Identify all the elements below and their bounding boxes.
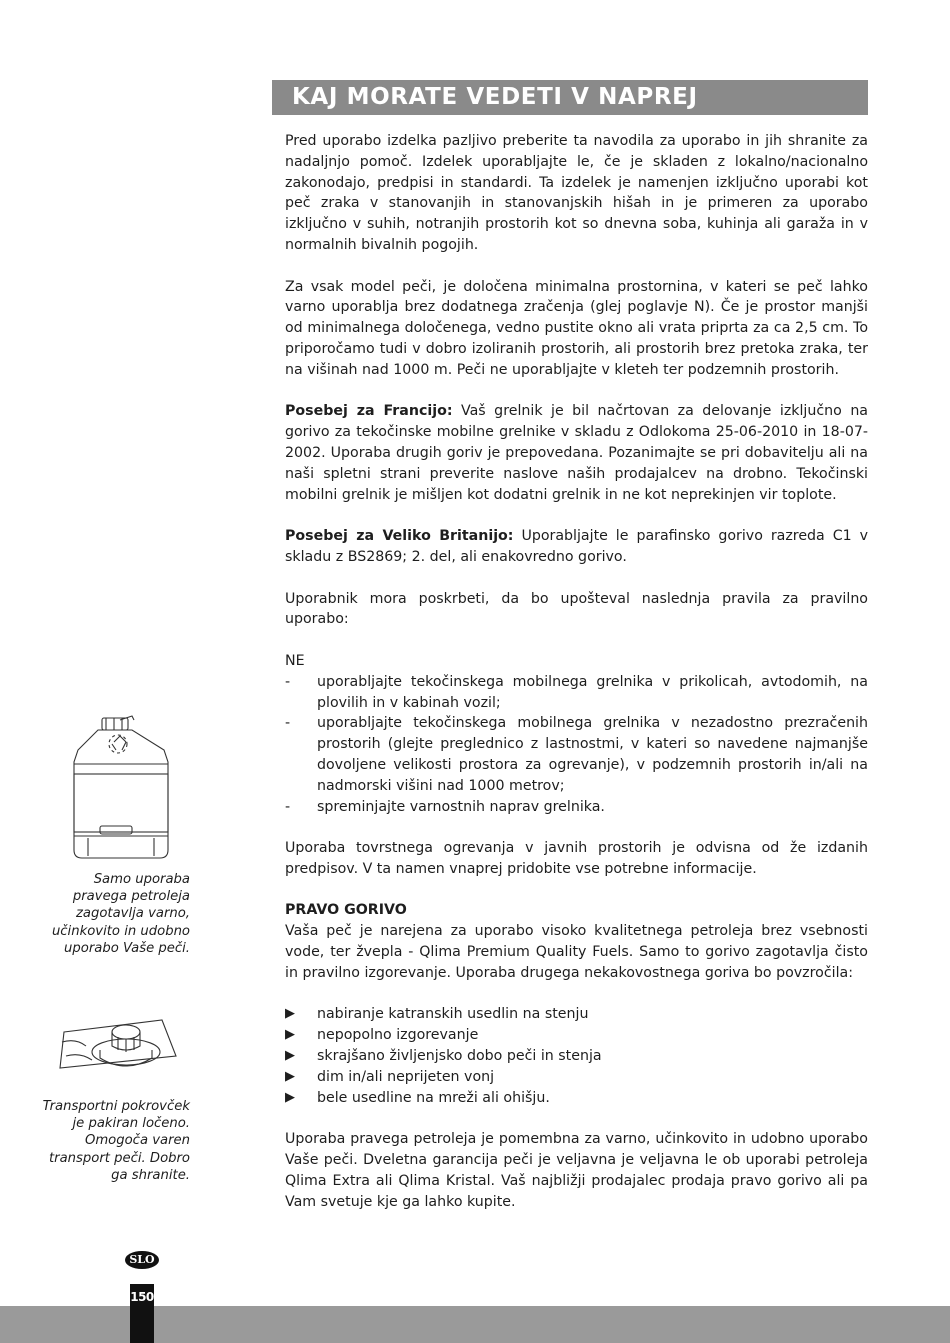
dash-marker: - [285,798,291,815]
main-content [285,131,868,1233]
ne-label: NE [285,652,305,669]
consequences-list [285,1004,868,1108]
dash-marker: - [285,673,291,690]
list-item: ▶ nabiranje katranskih usedlin na stenju [285,1004,868,1025]
language-badge: SLO [125,1251,159,1269]
prohibited-list [285,672,868,818]
dash-marker: - [285,715,291,732]
list-item: ▶ dim in/ali neprijeten vonj [285,1067,868,1088]
warranty-paragraph: Uporaba pravega petroleja je pomembna za varno, učinkovito in udobno uporabo Vaše peči. Dveletna garancija peči je veljavna je veljavna le ob uporabi petroleja Qlima Extra ali Qlima Kristal. Vaš najbližji prodajalec prodaja pravo gorivo ali pa Vam svetuje kje ga lahko kupite. [285,1131,868,1210]
ventilation-paragraph: Za vsak model peči, je določena minimalna prostornina, v kateri se peč lahko varno uporablja brez dodatnega zračenja (glej poglavje N). Če je prostor manjši od minimalnega določenega, vedno pustite okno ali vrata priprta za ca 2,5 cm. To priporočamo tudi v dobro izoliranih prostorih, ali prostorih brez pretoka zraka, ter na višinah nad 1000 m. Peči ne uporabljajte v kleteh ter podzemnih prostorih. [285,278,868,378]
list-item: - spreminjajte varnostnih naprav grelnika. [285,797,868,818]
fuel-heading: PRAVO GORIVO [285,902,407,919]
triangle-bullet-icon: ▶ [285,1006,295,1022]
public-spaces-paragraph: Uporaba tovrstnega ogrevanja v javnih prostorih je odvisna od že izdanih predpisov. V ta namen vnaprej pridobite vse potrebne informacije. [285,840,868,877]
transport-cap-illustration [56,1012,184,1074]
canister-caption: Samo uporaba pravega petroleja zagotavlja varno, učinkovito in udobno uporabo Vaše peči. [51,872,190,956]
triangle-bullet-icon: ▶ [285,1068,295,1084]
cap-caption: Transportni pokrovček je pakiran ločeno. Omogoča varen transport peči. Dobro ga shranite. [42,1099,190,1183]
triangle-bullet-icon: ▶ [285,1027,295,1043]
page-number: 150 [130,1284,154,1343]
triangle-bullet-icon: ▶ [285,1048,295,1064]
france-text: Vaš grelnik je bil načrtovan za delovanje izključno na gorivo za tekočinske mobilne grelnike v skladu z Odlokoma 25-06-2010 in 18-07-2002. Uporaba drugih goriv je prepovedana. Pozanimajte se pri dobavitelju ali na naši spletni strani preverite naslove naših prodajalcev na drobno. Tekočinski mobilni grelnik je mišljen kot dodatni grelnik in ne kot neprekinjen vir toplote. [285,403,869,503]
fuel-paragraph: Vaša peč je narejena za uporabo visoko kvalitetnega petroleja brez vsebnosti vode, ter žvepla - Qlima Premium Quality Fuels. Samo to gorivo zagotavlja čisto in pravilno izgorevanje. Uporaba drugega nekakovostnega goriva bo povzročila: [285,923,868,981]
triangle-bullet-icon: ▶ [285,1089,295,1105]
fuel-canister-illustration [68,712,176,864]
list-item: - uporabljajte tekočinskega mobilnega grelnika v prikolicah, avtodomih, na plovilih in v kabinah vozil; [285,673,868,711]
list-item: ▶ nepopolno izgorevanje [285,1025,868,1046]
rules-intro: Uporabnik mora poskrbeti, da bo upošteval naslednja pravila za pravilno uporabo: [285,590,868,628]
uk-label: Posebej za Veliko Britanijo: [285,528,514,545]
list-item: - uporabljajte tekočinskega mobilnega grelnika v nezadostno prezračenih prostorih (glejte preglednico z lastnostmi, v kateri so navedene najmanjše dovoljene velikosti prostora za ogrevanje), v podzemnih prostorih in/ali na nadmorski višini nad 1000 metrov; [285,715,868,794]
intro-paragraph: Pred uporabo izdelka pazljivo preberite ta navodila za uporabo in jih shranite za nadaljnjo pomoč. Izdelek uporabljajte le, če je skladen z lokalno/nacionalno zakonodajo, predpisi in standardi. Ta izdelek je namenjen izključno uporabi kot peč zraka v stanovanjih in stanovanjskih hišah in je primeren za uporabo izključno v suhih, notranjih prostorih kot so dnevna soba, kuhinja ali garaža in v normalnih bivalnih pogojih. [285,133,868,253]
uk-text: Uporabljajte le parafinsko gorivo razreda C1 v skladu z BS2869; 2. del, ali enakovredno gorivo. [285,528,868,565]
uk-paragraph [285,526,868,568]
france-label: Posebej za Francijo: [285,403,453,420]
list-item: ▶ bele usedline na mreži ali ohišju. [285,1088,868,1109]
list-item: ▶ skrajšano življenjsko dobo peči in stenja [285,1046,868,1067]
france-paragraph [285,401,868,505]
section-title: KAJ MORATE VEDETI V NAPREJ [272,80,868,115]
